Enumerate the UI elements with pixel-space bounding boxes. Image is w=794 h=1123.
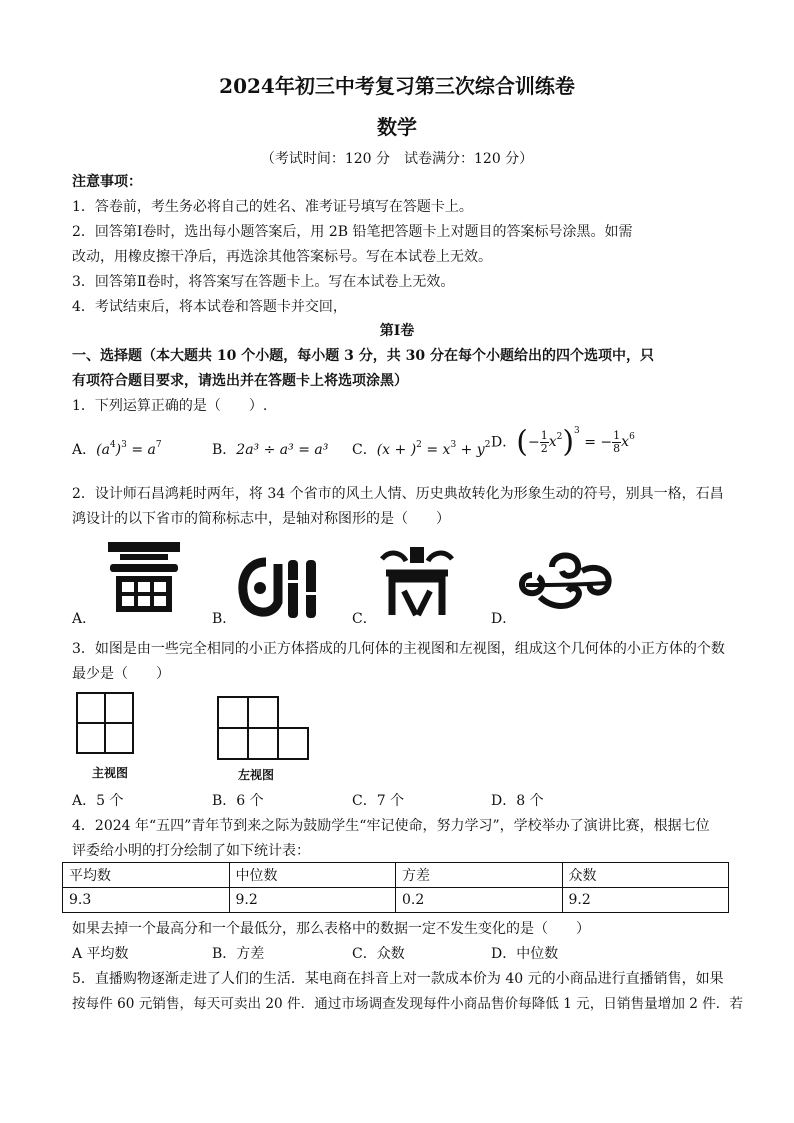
q2-label-b: B．: [212, 611, 237, 627]
q1-stem: 1．下列运算正确的是（ ）.: [72, 398, 268, 414]
table-header-cell: 中位数: [229, 863, 396, 888]
q4-option-b: B．方差: [212, 946, 265, 962]
table-row: [63, 888, 729, 913]
note-item: 2．回答第Ⅰ卷时，选出每小题答案后，用 2B 铅笔把答题卡上对题目的答案标号涂黑。如需: [72, 224, 633, 240]
notes-heading: 注意事项：: [72, 174, 142, 190]
stats-table: [62, 862, 729, 913]
table-header-cell: 众数: [562, 863, 729, 888]
q4-option-a: A 平均数: [72, 946, 129, 962]
q3-line2: 最少是（ ）: [72, 666, 170, 682]
table-header-cell: 平均数: [63, 863, 230, 888]
q2-line1: 2．设计师石昌鸿耗时两年，将 34 个省市的风土人情、历史典故转化为形象生动的符号，别具一格，石昌: [72, 486, 724, 502]
logo-b-image: [236, 552, 326, 622]
table-row: [63, 863, 729, 888]
q2-label-c: C．: [352, 611, 377, 627]
q3-option-a: A．5 个: [72, 793, 124, 809]
q1-option-a: A．$(a^4)^3 = a^7$: [72, 440, 162, 458]
note-item: 改动，用橡皮擦干净后，再选涂其他答案标号。写在本试卷上无效。: [72, 249, 492, 265]
q3-option-d: D．8 个: [491, 793, 544, 809]
exam-title: 2024年初三中考复习第三次综合训练卷: [219, 74, 575, 98]
note-item: 1．答卷前，考生务必将自己的姓名、准考证号填写在答题卡上。: [72, 199, 473, 215]
table-cell: 9.2: [229, 888, 396, 913]
q4-option-c: C．众数: [352, 946, 405, 962]
left-view-label: 左视图: [238, 768, 275, 782]
q2-line2: 鸿设计的以下省市的简称标志中，是轴对称图形的是（ ）: [72, 511, 450, 527]
q2-label-d: D．: [491, 611, 517, 627]
q2-label-a: A．: [72, 611, 97, 627]
section-intro: 一、选择题（本大题共 10 个小题，每小题 3 分，共 30 分在每个小题给出的四个选项中，只: [72, 348, 654, 364]
table-header-cell: 方差: [396, 863, 563, 888]
q3-option-c: C．7 个: [352, 793, 405, 809]
q4-line1: 4．2024 年“五四”青年节到来之际为鼓励学生“牢记使命，努力学习”，学校举办了演讲比赛，根据七位: [72, 818, 710, 834]
q4-question: 如果去掉一个最高分和一个最低分，那么表格中的数据一定不发生变化的是（ ）: [72, 921, 590, 937]
q1-option-d: D．(− $\frac{1}{2}$ $x^2)^3$ = − $\frac{1}{8}$ $x^6$: [491, 424, 635, 460]
subject-title: 数学: [377, 115, 417, 139]
table-cell: 9.3: [63, 888, 230, 913]
q1-option-c: C．$(x + )^2 = x^3 + y^2$: [352, 440, 491, 458]
left-view-diagram: [217, 696, 311, 762]
q3-option-b: B．6 个: [212, 793, 264, 809]
logo-c-image: [372, 545, 462, 620]
logo-d-image: [512, 545, 622, 615]
section-intro: 有项符合题目要求，请选出并在答题卡上将选项涂黑）: [72, 373, 408, 389]
logo-a-image: [100, 540, 190, 620]
q4-line2: 评委给小明的打分绘制了如下统计表：: [72, 843, 310, 859]
section-title: 第Ⅰ卷: [379, 323, 415, 339]
q3-line1: 3．如图是由一些完全相同的小正方体搭成的几何体的主视图和左视图，组成这个几何体的小正方体的个数: [72, 641, 725, 657]
q5-line2: 按每件 60 元销售，每天可卖出 20 件．通过市场调查发现每件小商品售价每降低 1 元，日销售量增加 2 件．若: [72, 996, 743, 1012]
note-item: 4．考试结束后，将本试卷和答题卡并交回，: [72, 299, 347, 315]
front-view-diagram: [76, 692, 138, 758]
time-info: （考试时间：120 分 试卷满分：120 分）: [260, 151, 534, 167]
table-cell: 0.2: [396, 888, 563, 913]
q5-line1: 5．直播购物逐渐走进了人们的生活．某电商在抖音上对一款成本价为 40 元的小商品进行直播销售，如果: [72, 971, 724, 987]
front-view-label: 主视图: [92, 766, 129, 780]
q1-option-b: B．2a³ ÷ a³ = a³: [212, 442, 329, 458]
q4-option-d: D．中位数: [491, 946, 559, 962]
note-item: 3．回答第Ⅱ卷时，将答案写在答题卡上。写在本试卷上无效。: [72, 274, 455, 290]
table-cell: 9.2: [562, 888, 729, 913]
